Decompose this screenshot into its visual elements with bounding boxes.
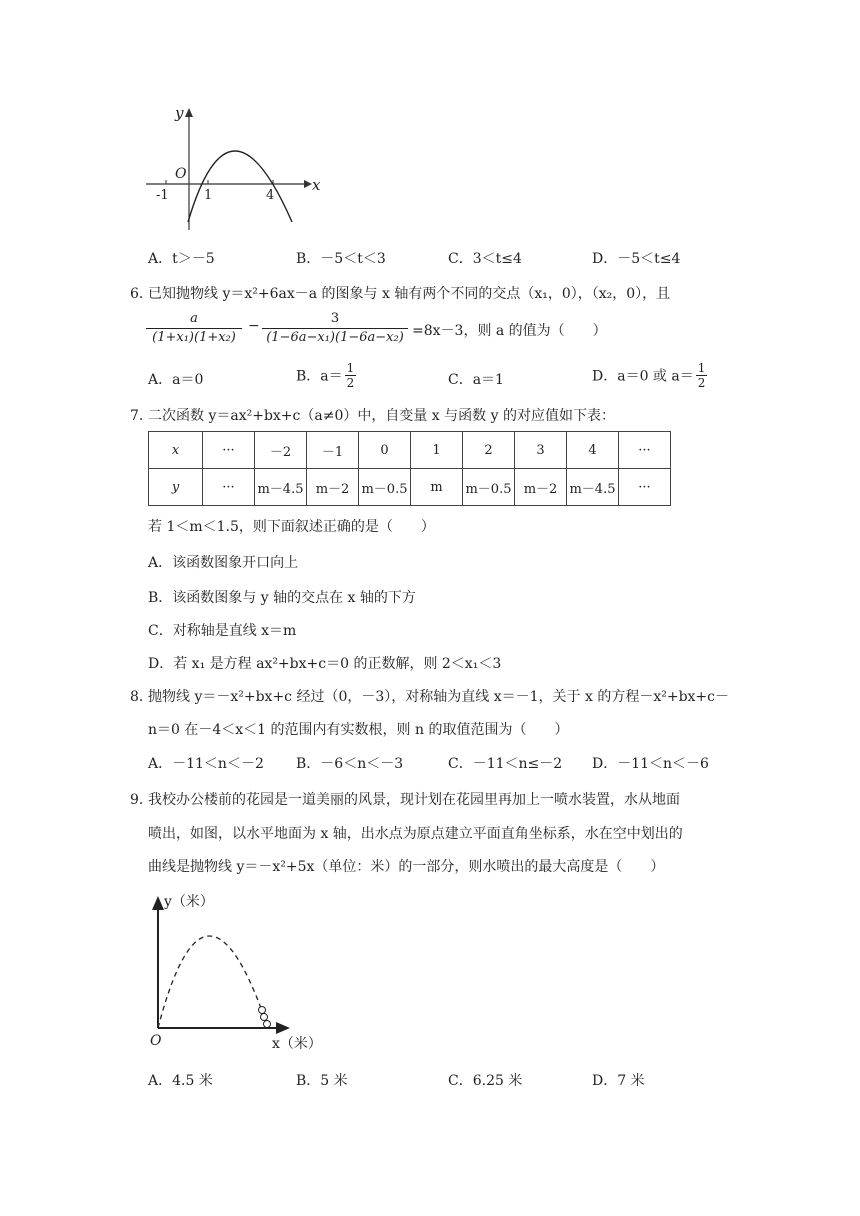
q7-stem: 二次函数 y＝ax²+bx+c（a≠0）中，自变量 x 与函数 y 的对应值如下表： [148, 408, 615, 424]
table-cell: 2 [463, 432, 515, 469]
q6-minus-sign: − [248, 318, 260, 334]
q7-option-a: A．该函数图象开口向上 [148, 555, 299, 571]
fig1-x-label: x [312, 176, 321, 194]
table-row-y [149, 469, 671, 506]
q6-equation-tail: =8x－3，则 a 的值为（ ） [412, 323, 607, 339]
q9-option-d: D．7 米 [592, 1073, 645, 1089]
q6-fraction-1: $\frac{a}{\text{(1+x₁)(1+x₂)}}$ [146, 310, 242, 347]
fig1-origin: O [175, 166, 187, 182]
table-cell: x [149, 432, 203, 469]
q8-option-d: D．－11＜n＜－6 [592, 756, 709, 772]
table-cell: m－2 [515, 469, 567, 506]
q9-option-b: B．5 米 [296, 1073, 348, 1089]
q9-option-c: C．6.25 米 [448, 1073, 523, 1089]
table-cell: m－0.5 [463, 469, 515, 506]
q5-option-d: D．－5＜t≤4 [592, 251, 681, 267]
q6-option-a: A．a＝0 [148, 372, 204, 388]
fig1-y-label: y [175, 104, 184, 122]
table-cell: m－0.5 [359, 469, 411, 506]
q6-option-b: B．a＝ $\frac{1}{2}$ [296, 361, 355, 390]
q7-number: 7． [130, 408, 153, 424]
q7-option-d: D．若 x₁ 是方程 ax²+bx+c＝0 的正数解，则 2＜x₁＜3 [148, 656, 502, 672]
q5-option-a: A．t＞－5 [148, 251, 215, 267]
q8-option-c: C．－11＜n≤－2 [448, 756, 563, 772]
q8-option-b: B．－6＜n＜－3 [296, 756, 404, 772]
q5-option-b: B．－5＜t＜3 [296, 251, 386, 267]
q7-option-b: B．该函数图象与 y 轴的交点在 x 轴的下方 [148, 590, 416, 606]
q9-number: 9． [130, 792, 153, 808]
table-cell: m－4.5 [567, 469, 619, 506]
q6-stem: 已知抛物线 y＝x²+6ax－a 的图象与 x 轴有两个不同的交点（x₁，0），（x₂，0），且 [148, 286, 671, 302]
fig1-tick-minus1: -1 [156, 188, 169, 203]
q9-option-a: A．4.5 米 [148, 1073, 213, 1089]
value-table [148, 431, 671, 506]
fig1-tick-4: 4 [266, 188, 275, 203]
q5-option-c: C．3＜t≤4 [448, 251, 522, 267]
q7-condition: 若 1＜m＜1.5，则下面叙述正确的是（ ） [148, 519, 435, 535]
table-cell: m－2 [307, 469, 359, 506]
fig2-x-label: x（米） [272, 1036, 322, 1052]
table-cell: －1 [307, 432, 359, 469]
table-row-x [149, 432, 671, 469]
water-jet-graph [140, 890, 330, 1040]
q8-stem-2: n＝0 在－4＜x＜1 的范围内有实数根，则 n 的取值范围为（ ） [148, 722, 569, 738]
table-cell: 3 [515, 432, 567, 469]
q8-option-a: A．－11＜n＜－2 [148, 756, 264, 772]
table-cell: ··· [619, 469, 671, 506]
table-cell: ··· [203, 432, 255, 469]
fig2-y-label: y（米） [164, 894, 214, 910]
q9-stem-2: 喷出，如图，以水平地面为 x 轴，出水点为原点建立平面直角坐标系，水在空中划出的 [148, 826, 683, 842]
q8-number: 8． [130, 689, 153, 705]
q6-number: 6． [130, 286, 153, 302]
q8-stem-1: 抛物线 y＝－x²+bx+c 经过（0，－3），对称轴为直线 x＝－1，关于 x 的方程－x²+bx+c－ [148, 689, 730, 705]
table-cell: －2 [255, 432, 307, 469]
q9-stem-3: 曲线是抛物线 y＝－x²+5x（单位：米）的一部分，则水喷出的最大高度是（ ） [148, 859, 665, 875]
q6-fraction-2: $\frac{3}{\text{(1−6a−x₁)(1−6a−x₂)}}$ [262, 310, 408, 347]
table-cell: 4 [567, 432, 619, 469]
fig2-origin: O [150, 1033, 162, 1049]
parabola-graph-q5 [140, 100, 330, 240]
fig1-tick-1: 1 [204, 188, 213, 203]
table-cell: ··· [619, 432, 671, 469]
table-cell: m [411, 469, 463, 506]
table-cell: 1 [411, 432, 463, 469]
table-cell: y [149, 469, 203, 506]
q7-option-c: C．对称轴是直线 x＝m [148, 623, 297, 639]
table-cell: ··· [203, 469, 255, 506]
table-cell: m－4.5 [255, 469, 307, 506]
q6-option-c: C．a＝1 [448, 372, 504, 388]
q6-option-d: D．a＝0 或 a＝ $\frac{1}{2}$ [592, 361, 706, 390]
table-cell: 0 [359, 432, 411, 469]
q9-stem-1: 我校办公楼前的花园是一道美丽的风景，现计划在花园里再加上一喷水装置，水从地面 [148, 792, 680, 808]
